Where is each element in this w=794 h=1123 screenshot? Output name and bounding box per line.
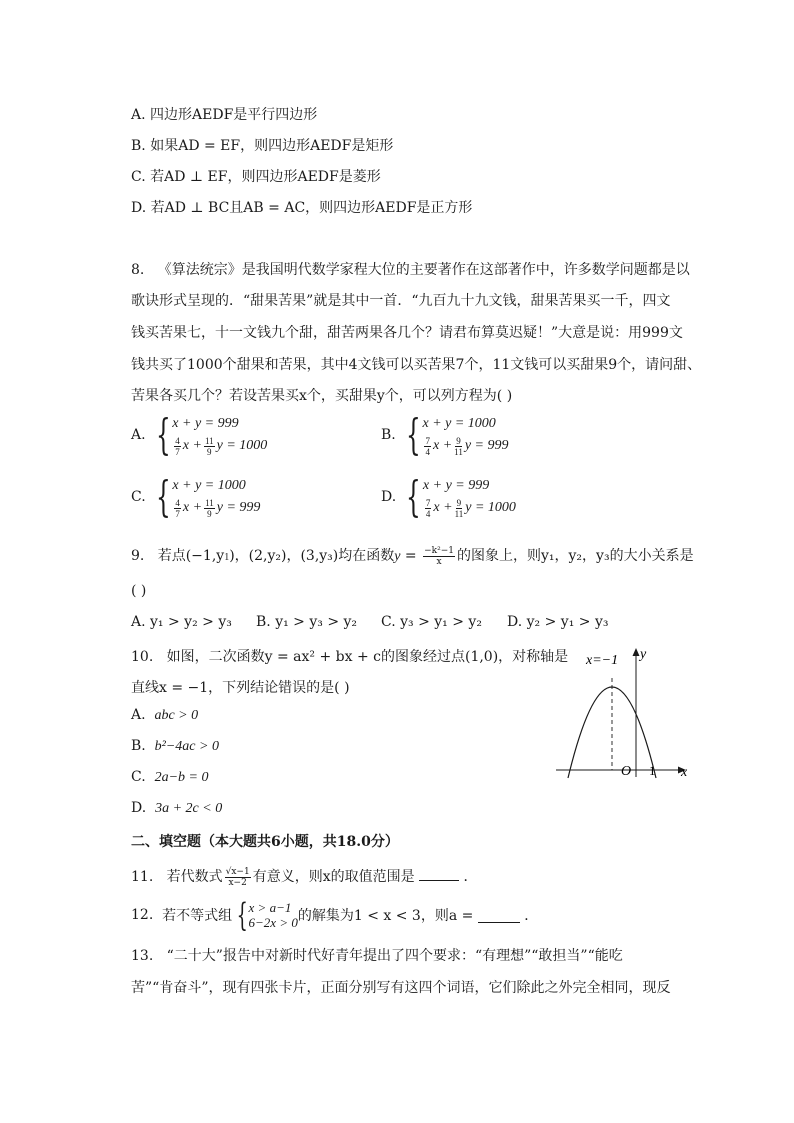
equation: x + y = 1000 <box>422 416 496 431</box>
option-label: A. <box>131 107 146 123</box>
brace-icon: { <box>236 896 248 934</box>
q12: 12. 若不等式组 { x > a−1 6−2x > 0 的解集为1 < x < 3，则a = ． <box>131 896 539 934</box>
fraction: $\frac{√x-1}{x-2}$ <box>225 866 250 888</box>
one-label: 1 <box>649 763 656 778</box>
brace-icon: { <box>155 410 171 459</box>
option-text: 若AD ⊥ BC且AB = AC，则四边形AEDF是正方形 <box>150 200 473 216</box>
q11: 11. 若代数式 $\frac{√x-1}{x-2}$ 有意义，则x的取值范围是 ． <box>131 866 478 888</box>
symmetry-label: x=−1 <box>586 653 619 668</box>
question-number: 9. <box>131 548 145 564</box>
equation: $\frac{4}{7}$ x + $\frac{11}{9}$ y = 1000 <box>175 435 268 457</box>
equation: x + y = 999 <box>172 416 239 431</box>
answer-blank[interactable] <box>478 908 520 923</box>
q7-option-d <box>131 197 472 217</box>
q9-line-2: ( ) <box>131 583 147 599</box>
option-text: 四边形AEDF是平行四边形 <box>150 107 318 123</box>
q10-option-d: D. 3a + 2c < 0 <box>131 800 223 816</box>
q9-line-1: 9. 若点(−1,y1)，(2,y₂)，(3,y₃)均在函数y = $\frac{\text{−k²−1}}{x}$ 的图象上，则y₁，y₂，y₃的大小关系是 <box>131 545 694 567</box>
option-text: 如果AD = EF，则四边形AEDF是矩形 <box>150 138 394 154</box>
q8-option-d <box>381 472 516 521</box>
q8-option-a <box>131 410 268 459</box>
q8-line-1 <box>131 259 690 279</box>
q8-line-3: 钱买苦果七，十一文钱九个甜，甜苦两果各几个？请君布算莫迟疑！”大意是说：用999文 <box>131 325 683 341</box>
equation: $\frac{7}{4}$ x + $\frac{9}{11}$ y = 999 <box>425 435 509 457</box>
question-number: 12. <box>131 907 154 923</box>
question-number: 10. <box>131 649 154 665</box>
option-label: D. <box>381 489 397 505</box>
q9-option-b: B. y₁ > y₃ > y₂ <box>256 614 358 630</box>
parabola-graph <box>552 642 702 782</box>
x-axis-label: x <box>681 765 688 780</box>
fraction: $\frac{\text{−k²−1}}{x}$ <box>424 545 454 567</box>
q8-option-b <box>381 410 509 459</box>
option-label: C. <box>131 169 146 185</box>
section-title: 二、填空题（本大题共6小题，共18.0分） <box>131 834 399 850</box>
q8-line-5: 苦果各买几个？若设苦果买x个，买甜果y个，可以列方程为( ) <box>131 388 513 404</box>
brace-icon: { <box>406 472 421 521</box>
origin-label: O <box>621 764 632 779</box>
q9-option-c: C. y₃ > y₁ > y₂ <box>381 614 482 630</box>
q8-line-4: 钱共买了1000个甜果和苦果，其中4文钱可以买苦果7个，11文钱可以买甜果9个，请问甜、 <box>131 357 702 373</box>
q7-option-c <box>131 166 381 186</box>
q7-option-b <box>131 135 393 155</box>
equation: x + y = 1000 <box>172 478 246 493</box>
q7-option-a <box>131 104 317 124</box>
option-label: B. <box>381 427 396 443</box>
brace-icon: { <box>155 472 171 521</box>
q10-line-1: 10. 如图，二次函数y = ax² + bx + c的图象经过点(1,0)，对称轴是 <box>131 649 569 665</box>
question-number: 13. <box>131 948 154 964</box>
y-axis-arrow-icon <box>633 648 640 656</box>
equation: $\frac{7}{4}$ x + $\frac{9}{11}$ y = 1000 <box>425 497 516 519</box>
option-text: 若AD ⊥ EF，则四边形AEDF是菱形 <box>150 169 381 185</box>
y-axis-label: y <box>640 647 647 662</box>
q10-line-2: 直线x = −1，下列结论错误的是( ) <box>131 680 350 696</box>
question-number: 8. <box>131 262 145 278</box>
q9-option-d: D. y₂ > y₁ > y₃ <box>507 614 609 630</box>
q8-text: 《算法统宗》是我国明代数学家程大位的主要著作在这部著作中，许多数学问题都是以 <box>157 262 690 278</box>
q10-option-b: B. b²−4ac > 0 <box>131 738 219 754</box>
brace-icon: { <box>405 410 421 459</box>
q10-option-c: C. 2a−b = 0 <box>131 769 209 785</box>
option-label: D. <box>131 200 147 216</box>
equation: $\frac{4}{7}$ x + $\frac{11}{9}$ y = 999 <box>175 497 261 519</box>
answer-blank[interactable] <box>419 866 459 881</box>
q10-option-a: A. abc > 0 <box>131 707 199 723</box>
q8-line-2: 歌诀形式呈现的．“甜果苦果”就是其中一首．“九百九十九文钱，甜果苦果买一千，四文 <box>131 293 671 309</box>
q8-option-c <box>131 472 261 521</box>
equation: x + y = 999 <box>422 478 490 493</box>
q9-option-a: A. y₁ > y₂ > y₃ <box>131 614 232 630</box>
option-label: A. <box>131 427 146 443</box>
option-label: B. <box>131 138 146 154</box>
q13-line-2: 苦”“肯奋斗”，现有四张卡片，正面分别写有这四个词语，它们除此之外完全相同，现反 <box>131 980 671 996</box>
question-number: 11. <box>131 869 154 885</box>
q13-line-1: 13. “二十大”报告中对新时代好青年提出了四个要求：“有理想”“敢担当”“能吃 <box>131 948 623 964</box>
option-label: C. <box>131 489 146 505</box>
